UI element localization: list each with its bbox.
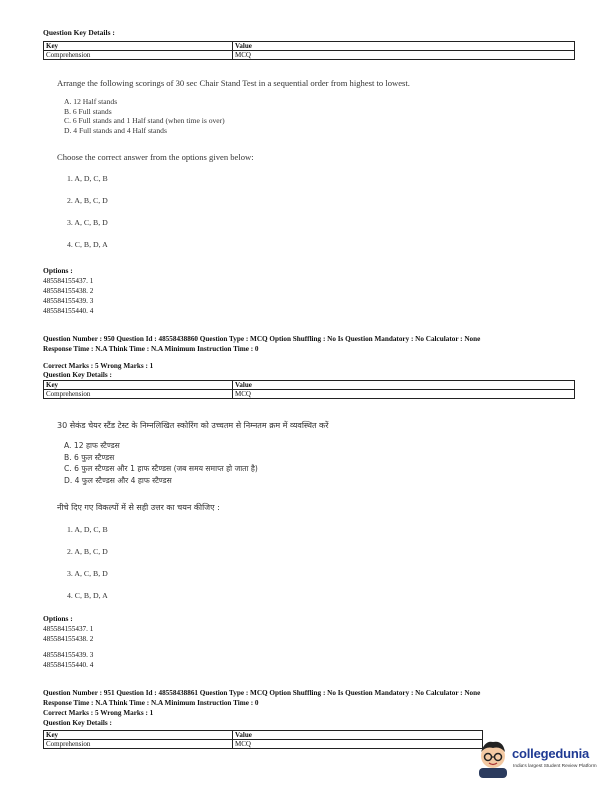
key-value-table-3: [43, 730, 483, 749]
table-cell-value: MCQ: [233, 390, 575, 399]
statement-item: B. 6 फुल स्टैण्डस: [64, 452, 115, 462]
choose-instruction-2: नीचे दिए गए विकल्पों में से सही उत्तर का चयन कीजिए :: [57, 503, 220, 512]
statement-item: D. 4 Full stands and 4 Half stands: [64, 125, 167, 135]
brand-tagline: India's largest Student Review Platform: [513, 764, 597, 769]
key-details-label-2: Question Key Details :: [43, 371, 112, 379]
collegedunia-watermark: [476, 736, 608, 782]
option-id: 485584155440. 4: [43, 307, 94, 315]
answer-choice-4: 4. C, B, D, A: [67, 591, 108, 600]
options-label-1: Options :: [43, 266, 73, 275]
answer-choice-2: 2. A, B, C, D: [67, 196, 108, 205]
option-id: 485584155439. 3: [43, 297, 94, 305]
table-cell-key: Comprehension: [44, 740, 233, 749]
statement-list-1: [64, 97, 225, 135]
statement-list-2: [64, 440, 258, 486]
table-cell-value: MCQ: [233, 51, 575, 60]
key-details-label-1: Question Key Details :: [43, 28, 115, 37]
table-header-value: Value: [233, 731, 483, 740]
option-id: 485584155439. 3: [43, 651, 94, 659]
statement-item: C. 6 Full stands and 1 Half stand (when time is over): [64, 116, 225, 126]
table-header-key: Key: [44, 42, 233, 51]
options-label-2: Options :: [43, 614, 73, 623]
statement-item: D. 4 फुल स्टैण्डस और 4 हाफ स्टैण्डस: [64, 475, 172, 485]
table-header-key: Key: [44, 381, 233, 390]
answer-choice-3: 3. A, C, B, D: [67, 218, 108, 227]
answer-choice-1: 1. A, D, C, B: [67, 525, 108, 534]
response-time-950: Response Time : N.A Think Time : N.A Minimum Instruction Time : 0: [43, 345, 259, 353]
key-details-label-3: Question Key Details :: [43, 719, 112, 727]
table-cell-key: Comprehension: [44, 51, 233, 60]
table-header-value: Value: [233, 381, 575, 390]
table-header-key: Key: [44, 731, 233, 740]
answer-choice-3: 3. A, C, B, D: [67, 569, 108, 578]
statement-item: C. 6 फुल स्टैण्डस और 1 हाफ स्टैण्डस (जब समय समाप्त हो जाता है): [64, 464, 258, 473]
options-list-1: [43, 276, 93, 316]
brand-name: collegedunia: [512, 746, 590, 761]
response-time-951: Response Time : N.A Think Time : N.A Minimum Instruction Time : 0: [43, 699, 259, 707]
option-id: 485584155440. 4: [43, 661, 94, 669]
table-cell-key: Comprehension: [44, 390, 233, 399]
answer-choice-1: 1. A, D, C, B: [67, 174, 108, 183]
statement-item: A. 12 हाफ स्टैण्डस: [64, 441, 120, 450]
choose-instruction-1: Choose the correct answer from the options given below:: [57, 152, 254, 162]
key-value-table-1: [43, 41, 575, 60]
question-text-2: 30 सेकंड चेयर स्टैंड टेस्ट के निम्नलिखित स्कोरिंग को उच्चतम से निम्नतम क्रम में व्यवस्थित करें: [57, 421, 329, 430]
student-mascot-icon: [476, 738, 510, 778]
table-cell-value: MCQ: [233, 740, 483, 749]
options-list-2: [43, 624, 93, 670]
option-id: 485584155438. 2: [43, 287, 94, 295]
answer-choice-4: 4. C, B, D, A: [67, 240, 108, 249]
table-header-value: Value: [233, 42, 575, 51]
statement-item: B. 6 Full stands: [64, 106, 112, 116]
question-meta-951: Question Number : 951 Question Id : 48558438861 Question Type : MCQ Option Shuffling : No Is Question Mandatory : No Calculator : None: [43, 689, 481, 697]
marks-950: Correct Marks : 5 Wrong Marks : 1: [43, 362, 154, 370]
statement-item: A. 12 Half stands: [64, 97, 118, 106]
key-value-table-2: [43, 380, 575, 399]
option-id: 485584155438. 2: [43, 635, 94, 643]
question-meta-950: Question Number : 950 Question Id : 48558438860 Question Type : MCQ Option Shuffling : No Is Question Mandatory : No Calculator : None: [43, 335, 481, 343]
marks-951: Correct Marks : 5 Wrong Marks : 1: [43, 709, 154, 717]
option-id: 485584155437. 1: [43, 625, 94, 633]
option-id: 485584155437. 1: [43, 277, 94, 285]
answer-choice-2: 2. A, B, C, D: [67, 547, 108, 556]
question-text-1: Arrange the following scorings of 30 sec Chair Stand Test in a sequential order from highest to lowest.: [57, 78, 410, 88]
